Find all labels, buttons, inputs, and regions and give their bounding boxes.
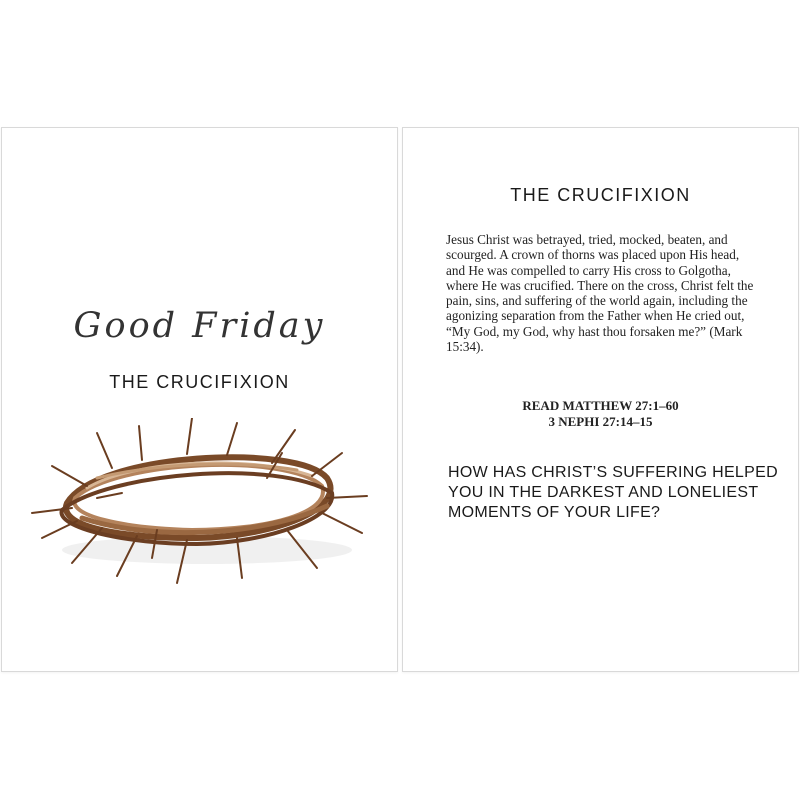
right-card <box>402 127 799 672</box>
left-card <box>1 127 398 672</box>
read-line-2: 3 NEPHI 27:14–15 <box>548 414 653 429</box>
script-title: Good Friday <box>73 306 326 346</box>
read-line-1: READ MATTHEW 27:1–60 <box>522 398 679 413</box>
reflection-question: HOW HAS CHRIST’S SUFFERING HELPED YOU IN THE DARKEST AND LONELIEST MOMENTS OF YOUR LIFE? <box>448 464 778 521</box>
crown-of-thorns-image <box>27 418 377 588</box>
scripture-reading <box>403 398 798 430</box>
body-paragraph: Jesus Christ was betrayed, tried, mocked, beaten, and scourged. A crown of thorns was placed upon His head, and He was compelled to carry His cross to Golgotha, where He was crucified. There on the cross, Christ felt the pain, sins, and suffering of the world again, including the agonizing separation from the Father when He cried out, “My God, my God, why hast thou forsaken me?” (Mark 15:34). <box>446 232 754 355</box>
right-card-title: THE CRUCIFIXION <box>510 185 691 205</box>
left-card-subtitle: THE CRUCIFIXION <box>109 372 290 392</box>
